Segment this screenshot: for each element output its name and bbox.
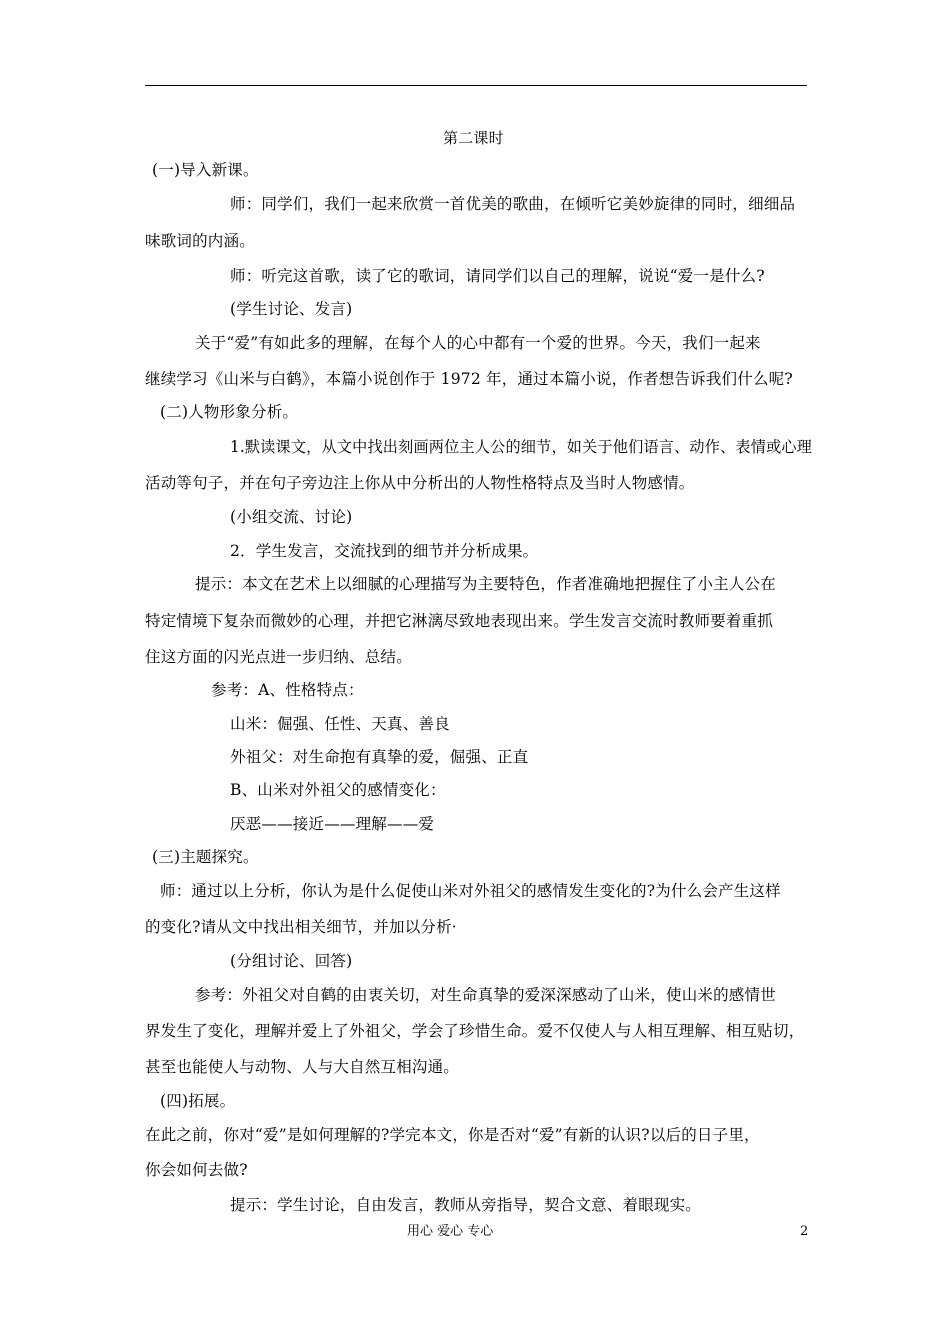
section-heading: (四)拓展。 bbox=[160, 1092, 236, 1110]
paragraph-line: 参考：A、性格特点： bbox=[211, 681, 364, 699]
paragraph-line: B、山米对外祖父的感情变化： bbox=[230, 781, 446, 799]
page-number: 2 bbox=[800, 1224, 809, 1239]
paragraph-line: 你会如何去做? bbox=[145, 1161, 248, 1179]
paragraph-line: 活动等句子，并在句子旁边注上你从中分析出的人物性格特点及当时人物感情。 bbox=[145, 474, 695, 492]
paragraph-line: 师：听完这首歌，读了它的歌词，请同学们以自己的理解，说说“爱一是什么? bbox=[230, 267, 765, 285]
paragraph-line: 师：通过以上分析，你认为是什么促使山米对外祖父的感情发生变化的?为什么会产生这样 bbox=[160, 882, 781, 900]
paragraph-line: 2．学生发言，交流找到的细节并分析成果。 bbox=[230, 542, 539, 560]
paragraph-line: (学生讨论、发言) bbox=[230, 300, 353, 318]
paragraph-line: 关于“爱”有如此多的理解，在每个人的心中都有一个爱的世界。今天，我们一起来 bbox=[195, 334, 761, 352]
paragraph-line: 提示：学生讨论，自由发言，教师从旁指导，契合文意、着眼现实。 bbox=[230, 1196, 702, 1214]
paragraph-line: 的变化?请从文中找出相关细节，并加以分析· bbox=[145, 918, 457, 936]
paragraph-line: 山米：倔强、任性、天真、善良 bbox=[230, 715, 450, 733]
paragraph-line: (分组讨论、回答) bbox=[230, 952, 353, 970]
footer-motto: 用心 爱心 专心 bbox=[407, 1224, 494, 1239]
paragraph-line: 师：同学们，我们一起来欣赏一首优美的歌曲，在倾听它美妙旋律的同时，细细品 bbox=[230, 195, 796, 213]
paragraph-line: 味歌词的内涵。 bbox=[145, 232, 255, 250]
page-title: 第二课时 bbox=[443, 129, 504, 147]
paragraph-line: 参考：外祖父对自鹤的由衷关切，对生命真挚的爱深深感动了山米，使山米的感情世 bbox=[195, 986, 776, 1004]
paragraph-line: 1.默读课文，从文中找出刻画两位主人公的细节，如关于他们语言、动作、表情或心理 bbox=[230, 438, 813, 456]
paragraph-line: 继续学习《山米与白鹤》，本篇小说创作于 1972 年，通过本篇小说，作者想告诉我们什么呢? bbox=[145, 370, 793, 388]
section-heading: (三)主题探究。 bbox=[152, 848, 259, 866]
paragraph-line: 外祖父：对生命抱有真挚的爱，倔强、正直 bbox=[230, 748, 529, 766]
paragraph-line: 住这方面的闪光点进一步归纳、总结。 bbox=[145, 648, 412, 666]
paragraph-line: 厌恶——接近——理解——爱 bbox=[230, 815, 435, 833]
header-rule bbox=[145, 85, 807, 86]
paragraph-line: 特定情境下复杂而微妙的心理，并把它淋漓尽致地表现出来。学生发言交流时教师要着重抓 bbox=[145, 612, 774, 630]
section-heading: (一)导入新课。 bbox=[152, 161, 259, 179]
paragraph-line: 甚至也能使人与动物、人与大自然互相沟通。 bbox=[145, 1058, 460, 1076]
paragraph-line: 界发生了变化，理解并爱上了外祖父，学会了珍惜生命。爱不仅使人与人相互理解、相互贴切， bbox=[145, 1022, 805, 1040]
paragraph-line: 在此之前，你对“爱”是如何理解的?学完本文，你是否对“爱”有新的认识?以后的日子里， bbox=[145, 1126, 760, 1144]
paragraph-line: (小组交流、讨论) bbox=[230, 508, 353, 526]
paragraph-line: 提示：本文在艺术上以细腻的心理描写为主要特色，作者准确地把握住了小主人公在 bbox=[195, 575, 776, 593]
section-heading: (二)人物形象分析。 bbox=[160, 403, 299, 421]
